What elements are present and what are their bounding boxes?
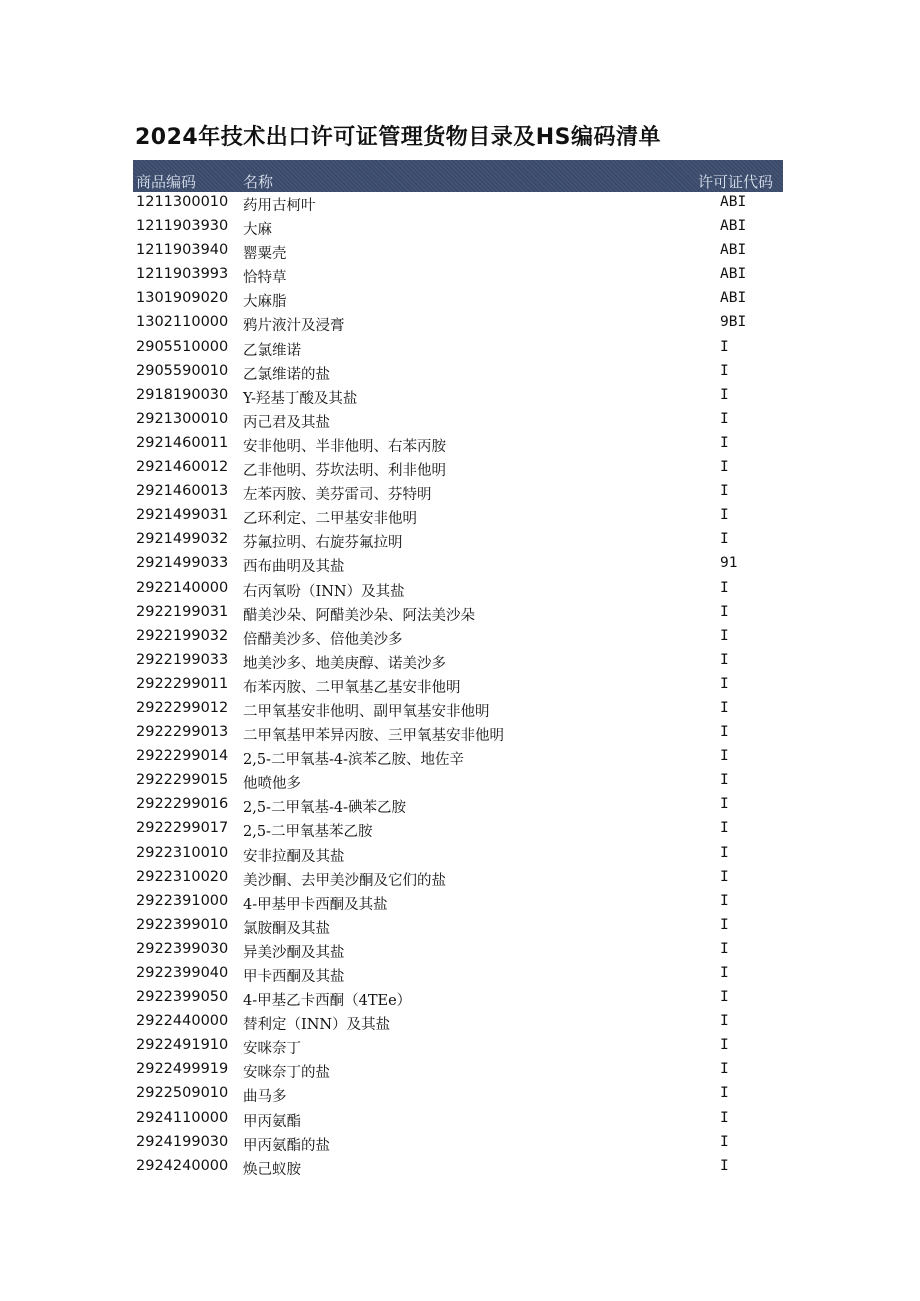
cell-name: 甲丙氨酯 (243, 1113, 301, 1130)
table-row (133, 288, 783, 312)
cell-name: 2,5-二甲氧基苯乙胺 (243, 824, 373, 841)
table-row (133, 915, 783, 939)
cell-code: 2922499919 (136, 1061, 229, 1078)
cell-name: 焕己蚁胺 (243, 1161, 301, 1178)
table-body (133, 192, 783, 1180)
cell-name: 2,5-二甲氧基-4-碘苯乙胺 (243, 800, 406, 817)
cell-name: 安非他明、半非他明、右苯丙胺 (243, 438, 446, 455)
cell-license: I (720, 579, 729, 596)
cell-name: 二甲氧基安非他明、副甲氧基安非他明 (243, 703, 490, 720)
cell-code: 2922391000 (136, 892, 229, 909)
cell-code: 2922299013 (136, 724, 229, 741)
cell-license: I (720, 699, 729, 716)
table-row (133, 1156, 783, 1180)
cell-license: I (720, 1133, 729, 1150)
cell-code: 2922399030 (136, 940, 229, 957)
cell-name: 安非拉酮及其盐 (243, 848, 345, 865)
cell-license: ABI (720, 290, 747, 307)
cell-code: 2922299015 (136, 772, 229, 789)
cell-code: 2922299014 (136, 748, 229, 765)
cell-license: I (720, 772, 729, 789)
cell-name: 4-甲基乙卡西酮（4TEe） (243, 993, 412, 1010)
cell-license: I (720, 410, 729, 427)
table-row (133, 385, 783, 409)
table-row (133, 578, 783, 602)
cell-name: 大麻脂 (243, 294, 287, 311)
cell-name: 乙氯维诺 (243, 342, 301, 359)
cell-license: ABI (720, 242, 747, 259)
cell-code: 2922299011 (136, 675, 229, 692)
cell-name: 鸦片液汁及浸膏 (243, 318, 345, 335)
cell-name: 大麻 (243, 222, 272, 239)
table-row (133, 1132, 783, 1156)
cell-license: I (720, 989, 729, 1006)
cell-name: 安咪奈丁的盐 (243, 1065, 330, 1082)
cell-name: 二甲氧基甲苯异丙胺、三甲氧基安非他明 (243, 728, 504, 745)
cell-name: 异美沙酮及其盐 (243, 944, 345, 961)
cell-name: 右丙氧吩（INN）及其盐 (243, 583, 405, 600)
cell-license: I (720, 868, 729, 885)
page-title: 2024年技术出口许可证管理货物目录及HS编码清单 (135, 125, 661, 150)
table-row (133, 746, 783, 770)
cell-license: I (720, 434, 729, 451)
cell-license: I (720, 675, 729, 692)
table-row (133, 361, 783, 385)
table-row (133, 240, 783, 264)
table-row (133, 698, 783, 722)
table-row (133, 794, 783, 818)
cell-license: I (720, 748, 729, 765)
cell-code: 2921460013 (136, 483, 229, 500)
cell-code: 2918190030 (136, 386, 229, 403)
cell-code: 2922299012 (136, 699, 229, 716)
cell-license: I (720, 724, 729, 741)
table-row (133, 963, 783, 987)
cell-name: 芬氟拉明、右旋芬氟拉明 (243, 535, 403, 552)
cell-license: I (720, 651, 729, 668)
cell-code: 1211300010 (136, 194, 229, 210)
cell-code: 2924110000 (136, 1109, 229, 1126)
cell-license: I (720, 844, 729, 861)
cell-name: 罂粟壳 (243, 246, 287, 263)
cell-name: 西布曲明及其盐 (243, 559, 345, 576)
cell-license: I (720, 965, 729, 981)
cell-license: 91 (720, 555, 738, 572)
cell-code: 2921300010 (136, 410, 229, 427)
cell-name: 恰特草 (243, 270, 287, 287)
cell-license: I (720, 1109, 729, 1126)
cell-name: 安咪奈丁 (243, 1041, 301, 1058)
cell-code: 2922399050 (136, 989, 229, 1006)
table-row (133, 481, 783, 505)
cell-license: I (720, 796, 729, 813)
cell-code: 2921499032 (136, 531, 229, 548)
cell-code: 2921460011 (136, 434, 229, 451)
cell-license: ABI (720, 194, 747, 210)
cell-name: 曲马多 (243, 1089, 287, 1106)
table-row (133, 409, 783, 433)
cell-license: I (720, 603, 729, 620)
table-row (133, 216, 783, 240)
cell-name: 4-甲基甲卡西酮及其盐 (243, 896, 388, 913)
cell-code: 2922310020 (136, 868, 229, 885)
table-row (133, 1035, 783, 1059)
table-header (133, 160, 783, 192)
cell-name: 倍醋美沙多、倍他美沙多 (243, 631, 403, 648)
table-row (133, 626, 783, 650)
cell-license: I (720, 459, 729, 476)
cell-name: 2,5-二甲氧基-4-滨苯乙胺、地佐辛 (243, 752, 464, 769)
cell-code: 2922299016 (136, 796, 229, 813)
cell-name: 醋美沙朵、阿醋美沙朵、阿法美沙朵 (243, 607, 475, 624)
table-row (133, 192, 783, 216)
cell-license: 9BI (720, 314, 747, 331)
table-row (133, 1108, 783, 1132)
cell-license: I (720, 627, 729, 644)
cell-code: 2922299017 (136, 820, 229, 837)
cell-license: I (720, 1037, 729, 1054)
table-row (133, 867, 783, 891)
cell-license: ABI (720, 218, 747, 235)
table-row (133, 722, 783, 746)
goods-table (133, 160, 783, 1180)
cell-name: 乙非他明、芬坎法明、利非他明 (243, 463, 446, 480)
cell-license: I (720, 1085, 729, 1102)
cell-license: ABI (720, 266, 747, 283)
table-row (133, 264, 783, 288)
table-row (133, 939, 783, 963)
header-name: 名称 (243, 173, 274, 191)
table-row (133, 770, 783, 794)
cell-name: 乙环利定、二甲基安非他明 (243, 511, 417, 528)
cell-license: I (720, 338, 729, 355)
cell-license: I (720, 892, 729, 909)
cell-name: 乙氯维诺的盐 (243, 366, 330, 383)
cell-name: 甲卡西酮及其盐 (243, 969, 345, 985)
cell-license: I (720, 531, 729, 548)
cell-name: 他喷他多 (243, 776, 301, 793)
cell-code: 1211903930 (136, 218, 229, 235)
cell-license: I (720, 940, 729, 957)
cell-code: 2922399010 (136, 916, 229, 933)
cell-license: I (720, 1061, 729, 1078)
cell-code: 1302110000 (136, 314, 229, 331)
table-row (133, 1059, 783, 1083)
table-row (133, 650, 783, 674)
cell-code: 2924240000 (136, 1157, 229, 1174)
cell-name: 美沙酮、去甲美沙酮及它们的盐 (243, 872, 446, 889)
table-row (133, 602, 783, 626)
header-license: 许可证代码 (697, 173, 773, 191)
cell-code: 2921499031 (136, 507, 229, 524)
cell-license: I (720, 507, 729, 524)
cell-code: 1211903940 (136, 242, 229, 259)
cell-name: 左苯丙胺、美芬雷司、芬特明 (243, 487, 432, 504)
cell-code: 2922491910 (136, 1037, 229, 1054)
cell-license: I (720, 1157, 729, 1174)
cell-code: 2922199032 (136, 627, 229, 644)
cell-code: 2922199031 (136, 603, 229, 620)
cell-code: 2921499033 (136, 555, 229, 572)
table-row (133, 1011, 783, 1035)
cell-name: 地美沙多、地美庚醇、诺美沙多 (243, 655, 446, 672)
cell-name: 药用古柯叶 (243, 198, 316, 214)
cell-code: 2905510000 (136, 338, 229, 355)
table-row (133, 312, 783, 336)
table-row (133, 987, 783, 1011)
table-row (133, 505, 783, 529)
cell-license: I (720, 386, 729, 403)
table-row (133, 337, 783, 361)
table-row (133, 818, 783, 842)
cell-code: 1301909020 (136, 290, 229, 307)
cell-license: I (720, 820, 729, 837)
cell-code: 2922199033 (136, 651, 229, 668)
table-row (133, 457, 783, 481)
cell-license: I (720, 362, 729, 379)
cell-name: 布苯丙胺、二甲氧基乙基安非他明 (243, 679, 461, 696)
cell-name: Y-羟基丁酸及其盐 (243, 390, 358, 407)
cell-code: 2905590010 (136, 362, 229, 379)
cell-name: 甲丙氨酯的盐 (243, 1137, 330, 1154)
cell-name: 替利定（INN）及其盐 (243, 1017, 391, 1034)
table-row (133, 553, 783, 577)
cell-name: 氯胺酮及其盐 (243, 920, 330, 937)
table-row (133, 529, 783, 553)
table-row (133, 891, 783, 915)
cell-license: I (720, 1013, 729, 1030)
table-row (133, 433, 783, 457)
cell-code: 2922310010 (136, 844, 229, 861)
cell-name: 丙己君及其盐 (243, 414, 330, 431)
table-row (133, 1083, 783, 1107)
cell-code: 2922399040 (136, 965, 229, 981)
cell-license: I (720, 916, 729, 933)
cell-license: I (720, 483, 729, 500)
cell-code: 2922140000 (136, 579, 229, 596)
cell-code: 2924199030 (136, 1133, 229, 1150)
cell-code: 1211903993 (136, 266, 229, 283)
cell-code: 2922509010 (136, 1085, 229, 1102)
cell-code: 2922440000 (136, 1013, 229, 1030)
header-code: 商品编码 (136, 173, 197, 191)
table-row (133, 843, 783, 867)
cell-code: 2921460012 (136, 459, 229, 476)
table-row (133, 674, 783, 698)
